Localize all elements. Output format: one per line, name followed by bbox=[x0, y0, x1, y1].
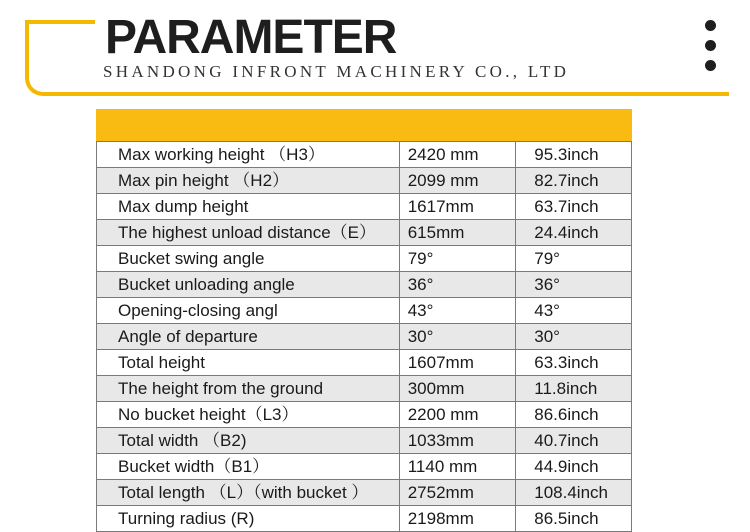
metric-value: 1607mm bbox=[399, 350, 516, 376]
page-title: PARAMETER bbox=[105, 11, 397, 64]
parameter-name: Total length （L）（with bucket ） bbox=[97, 480, 400, 506]
metric-value: 79° bbox=[399, 246, 516, 272]
table-row bbox=[97, 220, 632, 246]
parameter-name: Total width （B2) bbox=[97, 428, 400, 454]
table-body bbox=[97, 142, 632, 532]
table-row bbox=[97, 194, 632, 220]
imperial-value: 79° bbox=[516, 246, 632, 272]
metric-value: 36° bbox=[399, 272, 516, 298]
more-vertical-icon bbox=[705, 20, 719, 82]
parameter-name: Bucket swing angle bbox=[97, 246, 400, 272]
metric-value: 300mm bbox=[399, 376, 516, 402]
table-row bbox=[97, 272, 632, 298]
parameter-name: Max pin height （H2） bbox=[97, 168, 400, 194]
table-row bbox=[97, 246, 632, 272]
imperial-value: 63.7inch bbox=[516, 194, 632, 220]
parameter-name: The height from the ground bbox=[97, 376, 400, 402]
table-row bbox=[97, 480, 632, 506]
table-row bbox=[97, 298, 632, 324]
imperial-value: 82.7inch bbox=[516, 168, 632, 194]
table-row bbox=[97, 350, 632, 376]
imperial-value: 86.5inch bbox=[516, 506, 632, 532]
metric-value: 2200 mm bbox=[399, 402, 516, 428]
imperial-value: 44.9inch bbox=[516, 454, 632, 480]
parameter-name: Max dump height bbox=[97, 194, 400, 220]
metric-value: 1140 mm bbox=[399, 454, 516, 480]
imperial-value: 11.8inch bbox=[516, 376, 632, 402]
table-row bbox=[97, 454, 632, 480]
table-row bbox=[97, 324, 632, 350]
parameter-name: No bucket height（L3） bbox=[97, 402, 400, 428]
parameter-name: Bucket unloading angle bbox=[97, 272, 400, 298]
parameter-name: The highest unload distance（E） bbox=[97, 220, 400, 246]
parameter-name: Max working height （H3） bbox=[97, 142, 400, 168]
table-row bbox=[97, 142, 632, 168]
imperial-value: 86.6inch bbox=[516, 402, 632, 428]
table-row bbox=[97, 506, 632, 532]
imperial-value: 40.7inch bbox=[516, 428, 632, 454]
metric-value: 615mm bbox=[399, 220, 516, 246]
metric-value: 43° bbox=[399, 298, 516, 324]
parameter-name: Opening-closing angl bbox=[97, 298, 400, 324]
parameter-name: Bucket width（B1） bbox=[97, 454, 400, 480]
imperial-value: 36° bbox=[516, 272, 632, 298]
metric-value: 1617mm bbox=[399, 194, 516, 220]
table-row bbox=[97, 168, 632, 194]
metric-value: 2420 mm bbox=[399, 142, 516, 168]
metric-value: 1033mm bbox=[399, 428, 516, 454]
parameter-name: Total height bbox=[97, 350, 400, 376]
parameter-table bbox=[96, 109, 632, 532]
metric-value: 30° bbox=[399, 324, 516, 350]
parameter-name: Angle of departure bbox=[97, 324, 400, 350]
parameter-name: Turning radius (R) bbox=[97, 506, 400, 532]
imperial-value: 24.4inch bbox=[516, 220, 632, 246]
metric-value: 2099 mm bbox=[399, 168, 516, 194]
company-name: SHANDONG INFRONT MACHINERY CO., LTD bbox=[103, 62, 570, 81]
imperial-value: 30° bbox=[516, 324, 632, 350]
imperial-value: 43° bbox=[516, 298, 632, 324]
metric-value: 2198mm bbox=[399, 506, 516, 532]
imperial-value: 95.3inch bbox=[516, 142, 632, 168]
table-row bbox=[97, 428, 632, 454]
table-header-bar bbox=[96, 109, 632, 141]
table-row bbox=[97, 376, 632, 402]
metric-value: 2752mm bbox=[399, 480, 516, 506]
table-row bbox=[97, 402, 632, 428]
imperial-value: 63.3inch bbox=[516, 350, 632, 376]
imperial-value: 108.4inch bbox=[516, 480, 632, 506]
